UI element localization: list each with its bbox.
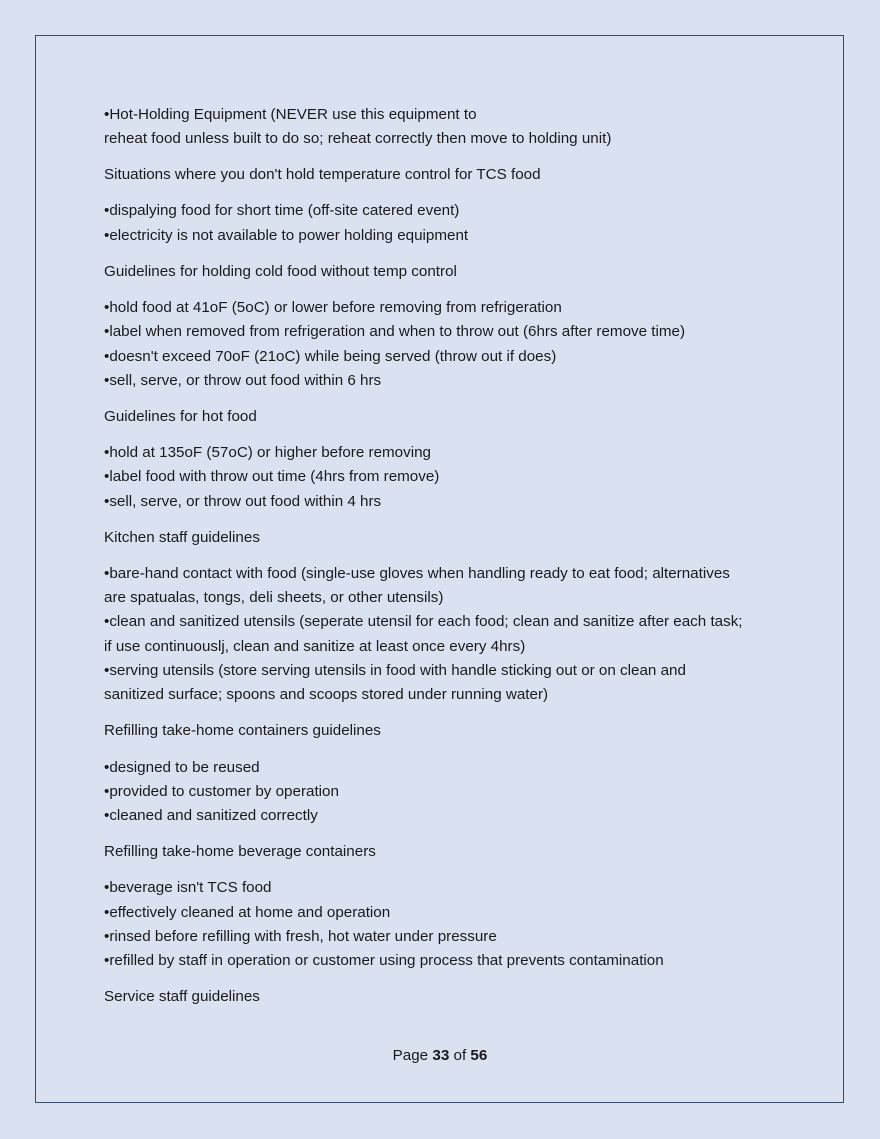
paragraph xyxy=(104,441,784,514)
text-line: •hold at 135oF (57oC) or higher before removing xyxy=(104,444,431,462)
text-line: •clean and sanitized utensils (seperate utensil for each food; clean and sanitize after each task; xyxy=(104,613,743,631)
text-line: Refilling take-home beverage containers xyxy=(104,843,376,861)
text-line: Guidelines for hot food xyxy=(104,407,257,425)
paragraph xyxy=(104,719,784,743)
text-line: if use continuouslj, clean and sanitize at least once every 4hrs) xyxy=(104,637,526,655)
paragraph xyxy=(104,876,784,973)
text-line: •effectively cleaned at home and operation xyxy=(104,903,391,921)
text-line: Guidelines for holding cold food without temp control xyxy=(104,262,457,280)
text-line: •designed to be reused xyxy=(104,758,260,776)
text-line: •dispalying food for short time (off-site catered event) xyxy=(104,202,460,220)
text-line: •label food with throw out time (4hrs from remove) xyxy=(104,468,440,486)
text-line: Service staff guidelines xyxy=(104,988,260,1006)
text-line: •cleaned and sanitized correctly xyxy=(104,807,318,825)
text-line: •beverage isn't TCS food xyxy=(104,879,272,897)
page-footer xyxy=(0,1044,880,1068)
text-line: •hold food at 41oF (5oC) or lower before removing from refrigeration xyxy=(104,298,562,316)
paragraph xyxy=(104,296,784,393)
text-line: •bare-hand contact with food (single-use gloves when handling ready to eat food; alternatives xyxy=(104,564,730,582)
paragraph xyxy=(104,526,784,550)
paragraph xyxy=(104,562,784,708)
paragraph xyxy=(104,756,784,829)
paragraph xyxy=(104,840,784,864)
text-line: •provided to customer by operation xyxy=(104,782,339,800)
text-line: •serving utensils (store serving utensils in food with handle sticking out or on clean and xyxy=(104,662,686,680)
page-label: Page xyxy=(392,1047,429,1064)
text-line: •electricity is not available to power holding equipment xyxy=(104,226,469,244)
text-line: •refilled by staff in operation or customer using process that prevents contamination xyxy=(104,952,664,970)
paragraph xyxy=(104,199,784,248)
paragraph xyxy=(104,985,784,1009)
page-of-label: of xyxy=(453,1047,467,1064)
text-line: Kitchen staff guidelines xyxy=(104,528,260,546)
document-body xyxy=(104,103,784,1021)
text-line: sanitized surface; spoons and scoops stored under running water) xyxy=(104,686,549,704)
text-line: Refilling take-home containers guidelines xyxy=(104,722,381,740)
text-line: •sell, serve, or throw out food within 6 hrs xyxy=(104,371,382,389)
paragraph xyxy=(104,405,784,429)
text-line: •sell, serve, or throw out food within 4 hrs xyxy=(104,492,382,510)
total-pages-number: 56 xyxy=(470,1047,488,1064)
text-line: •Hot-Holding Equipment (NEVER use this equipment to xyxy=(104,106,477,123)
text-line: •doesn't exceed 70oF (21oC) while being served (throw out if does) xyxy=(104,347,557,365)
text-line: •label when removed from refrigeration and when to throw out (6hrs after remove time) xyxy=(104,323,686,341)
paragraph xyxy=(104,260,784,284)
paragraph xyxy=(104,163,784,187)
paragraph xyxy=(104,103,784,152)
text-line: Situations where you don't hold temperature control for TCS food xyxy=(104,166,541,184)
current-page-number: 33 xyxy=(432,1047,450,1064)
text-line: •rinsed before refilling with fresh, hot water under pressure xyxy=(104,927,497,945)
text-line: reheat food unless built to do so; reheat correctly then move to holding unit) xyxy=(104,130,612,148)
text-line: are spatualas, tongs, deli sheets, or other utensils) xyxy=(104,589,444,607)
